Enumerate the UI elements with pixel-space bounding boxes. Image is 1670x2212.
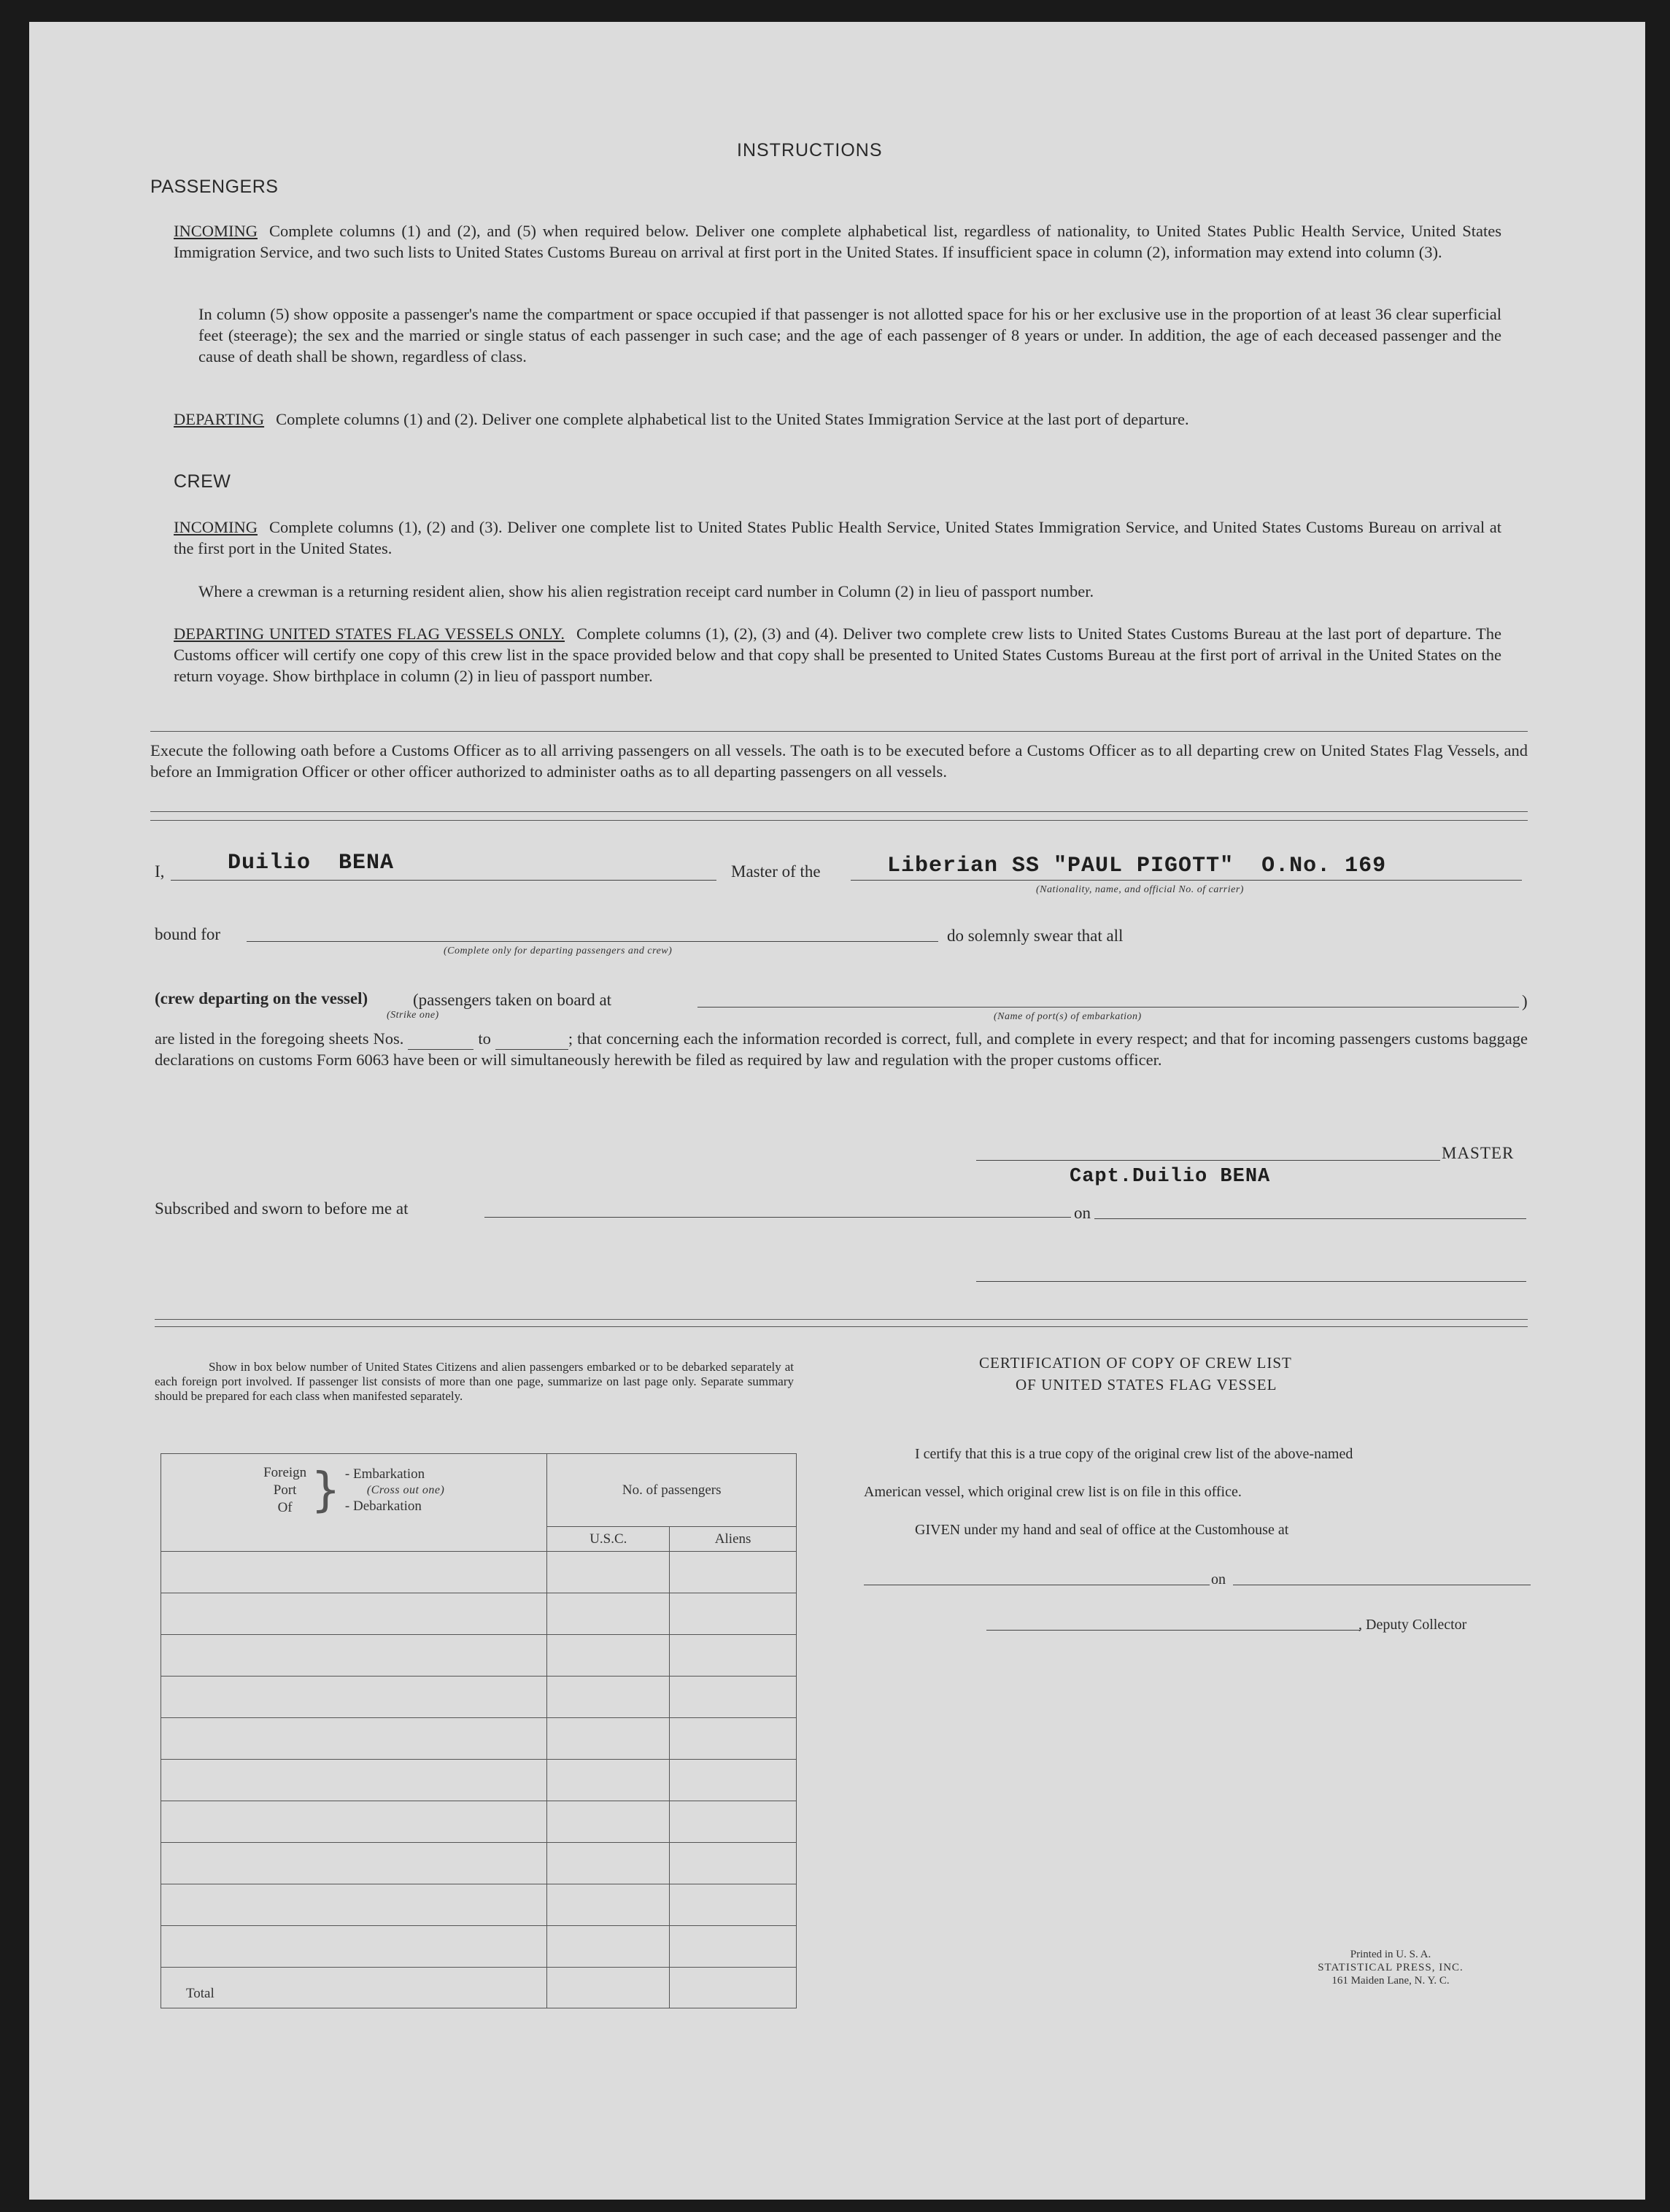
passengers-incoming-text: Complete columns (1) and (2), and (5) when required below. Deliver one complete alphabetical list, regardless of nationality, to United States Public Health Service, United States Immigration Service, and two such lists to United States Customs Bureau on arrival at first port in the United States. If insufficient space in column (2), information may extend into column (3). bbox=[174, 222, 1501, 261]
subscribed-on-label: on bbox=[1074, 1204, 1091, 1222]
port-label: Port bbox=[273, 1482, 297, 1498]
port-cell[interactable] bbox=[161, 1926, 547, 1968]
passenger-summary-table bbox=[161, 1453, 797, 2008]
table-row bbox=[161, 1801, 797, 1843]
port-cell[interactable] bbox=[161, 1635, 547, 1677]
embarkation-option[interactable]: - Embarkation bbox=[344, 1466, 425, 1482]
passengers-departing-lead: DEPARTING bbox=[174, 410, 265, 428]
printer-line-3: 161 Maiden Lane, N. Y. C. bbox=[1331, 1975, 1450, 1987]
sheets-label-3: ; that concerning each the information recorded is correct, full, and complete in every respect; and that for incoming passengers customs baggage declarations on customs Form 6063 have been or will simultaneously herewith be filed as required by law and regulation with the proper customs officer. bbox=[155, 1029, 1528, 1069]
crew-incoming-lead: INCOMING bbox=[174, 518, 258, 536]
usc-cell[interactable] bbox=[547, 1926, 670, 1968]
table-row bbox=[161, 1926, 797, 1968]
printer-line-1: Printed in U. S. A. bbox=[1350, 1949, 1431, 1960]
sheets-label-2: to bbox=[478, 1029, 491, 1048]
deputy-collector-label: , Deputy Collector bbox=[1358, 1617, 1467, 1633]
divider bbox=[155, 1326, 1528, 1327]
aliens-cell[interactable] bbox=[670, 1884, 797, 1926]
divider bbox=[150, 731, 1528, 732]
crew-alien-paragraph: Where a crewman is a returning resident alien, show his alien registration receipt card number in Column (2) in lieu of passport number. bbox=[198, 582, 1094, 600]
subscribed-place-field[interactable] bbox=[484, 1217, 1071, 1218]
aliens-header: Aliens bbox=[670, 1527, 797, 1552]
aliens-cell[interactable] bbox=[670, 1926, 797, 1968]
sheets-from-field[interactable] bbox=[408, 1029, 473, 1050]
table-row bbox=[161, 1884, 797, 1926]
officer-signature-field[interactable] bbox=[976, 1281, 1526, 1282]
subscribed-label: Subscribed and sworn to before me at bbox=[155, 1199, 409, 1218]
usc-cell[interactable] bbox=[547, 1884, 670, 1926]
vessel-field[interactable] bbox=[851, 880, 1522, 881]
sheets-label-1: are listed in the foregoing sheets Nos. bbox=[155, 1029, 404, 1048]
foreign-port-header bbox=[161, 1454, 547, 1552]
aliens-cell[interactable] bbox=[670, 1593, 797, 1635]
crew-departing-lead: DEPARTING UNITED STATES FLAG VESSELS ONLY. bbox=[174, 624, 565, 643]
usc-cell[interactable] bbox=[547, 1552, 670, 1593]
aliens-cell[interactable] bbox=[670, 1843, 797, 1884]
aliens-cell[interactable] bbox=[670, 1801, 797, 1843]
master-signature-value: Capt.Duilio BENA bbox=[1070, 1166, 1271, 1188]
crew-departing-option-text: (crew departing on the vessel) bbox=[155, 989, 368, 1008]
sheets-paragraph bbox=[155, 1029, 1528, 1070]
form-sheet bbox=[29, 22, 1645, 2200]
oath-i-label: I, bbox=[155, 862, 165, 881]
column5-paragraph: In column (5) show opposite a passenger's name the compartment or space occupied if that passenger is not allotted space for his or her exclusive use in the proportion of at least 36 clear superficial feet (steerage); the sex and the married or single status of each passenger in such case; and the age of each passenger of 8 years or under. In addition, the age of each deceased passenger and the cause of death shall be shown, regardless of class. bbox=[198, 305, 1501, 366]
close-paren: ) bbox=[1522, 992, 1528, 1010]
port-cell[interactable] bbox=[161, 1552, 547, 1593]
master-name-field[interactable] bbox=[171, 880, 716, 881]
port-cell[interactable] bbox=[161, 1593, 547, 1635]
of-label: Of bbox=[277, 1500, 293, 1515]
foreign-label: Foreign bbox=[263, 1465, 307, 1480]
certification-text-3: GIVEN under my hand and seal of office at the Customhouse at bbox=[915, 1522, 1289, 1538]
certification-on-label: on bbox=[1211, 1571, 1226, 1588]
usc-cell[interactable] bbox=[547, 1801, 670, 1843]
vessel-caption: (Nationality, name, and official No. of carrier) bbox=[1036, 884, 1244, 895]
oath-instruction: Execute the following oath before a Customs Officer as to all arriving passengers on all vessels. The oath is to be executed before a Customs Officer as to all departing crew on United States Flag Vessels, and before an Immigration Officer or other officer authorized to administer oaths as to all departing passengers on all vessels. bbox=[150, 741, 1528, 781]
passengers-incoming-lead: INCOMING bbox=[174, 222, 258, 240]
master-name-value: Duilio BENA bbox=[228, 851, 395, 875]
subscribed-date-field[interactable] bbox=[1094, 1218, 1526, 1219]
passengers-departing-paragraph bbox=[174, 409, 1501, 430]
usc-cell[interactable] bbox=[547, 1677, 670, 1718]
crew-departing-option[interactable] bbox=[155, 989, 368, 1008]
total-usc-cell[interactable] bbox=[547, 1968, 670, 2008]
total-label: Total bbox=[161, 1968, 547, 2008]
divider bbox=[150, 820, 1528, 821]
brace-icon: } bbox=[311, 1463, 341, 1517]
port-cell[interactable] bbox=[161, 1760, 547, 1801]
certification-title-1: CERTIFICATION OF COPY OF CREW LIST bbox=[979, 1354, 1292, 1372]
certification-text-2: American vessel, which original crew list is on file in this office. bbox=[864, 1484, 1242, 1500]
certification-title-2: OF UNITED STATES FLAG VESSEL bbox=[1016, 1376, 1277, 1393]
passengers-incoming-paragraph bbox=[174, 220, 1501, 263]
passengers-departing-text: Complete columns (1) and (2). Deliver one complete alphabetical list to the United States Immigration Service at the last port of departure. bbox=[276, 410, 1189, 428]
aliens-cell[interactable] bbox=[670, 1677, 797, 1718]
aliens-cell[interactable] bbox=[670, 1760, 797, 1801]
cross-out-caption: (Cross out one) bbox=[366, 1484, 445, 1496]
aliens-cell[interactable] bbox=[670, 1718, 797, 1760]
master-of-label: Master of the bbox=[731, 862, 821, 881]
crew-incoming-paragraph bbox=[174, 517, 1501, 559]
crew-departing-text: Complete columns (1), (2), (3) and (4). Deliver two complete crew lists to United States Customs Bureau at the last port of departure. The Customs officer will certify one copy of this crew list in the space provided below and that copy shall be presented to United States Customs Bureau at the first port of arrival in the United States on the return voyage. Show birthplace in column (2) in lieu of passport number. bbox=[174, 624, 1501, 685]
bound-for-caption: (Complete only for departing passengers and crew) bbox=[444, 945, 673, 956]
port-cell[interactable] bbox=[161, 1884, 547, 1926]
embarkation-ports-field[interactable] bbox=[697, 1007, 1519, 1008]
aliens-cell[interactable] bbox=[670, 1552, 797, 1593]
certification-text-1: I certify that this is a true copy of the original crew list of the above-named bbox=[915, 1446, 1353, 1462]
crew-incoming-text: Complete columns (1), (2) and (3). Deliver one complete list to United States Public Health Service, United States Immigration Service, and United States Customs Bureau on arrival at the first port in the United States. bbox=[174, 518, 1501, 557]
port-cell[interactable] bbox=[161, 1677, 547, 1718]
divider bbox=[155, 1319, 1528, 1320]
debarkation-option[interactable]: - Debarkation bbox=[344, 1498, 422, 1514]
port-cell[interactable] bbox=[161, 1843, 547, 1884]
crew-heading: CREW bbox=[174, 471, 231, 492]
vessel-value: Liberian SS "PAUL PIGOTT" O.No. 169 bbox=[887, 854, 1387, 878]
strike-caption: (Strike one) bbox=[387, 1010, 439, 1021]
port-cell[interactable] bbox=[161, 1801, 547, 1843]
usc-cell[interactable] bbox=[547, 1760, 670, 1801]
ports-caption: (Name of port(s) of embarkation) bbox=[994, 1011, 1142, 1022]
table-row bbox=[161, 1843, 797, 1884]
table-row bbox=[161, 1718, 797, 1760]
divider bbox=[150, 811, 1528, 812]
usc-cell[interactable] bbox=[547, 1635, 670, 1677]
page-title: INSTRUCTIONS bbox=[737, 140, 883, 161]
table-row bbox=[161, 1677, 797, 1718]
aliens-cell[interactable] bbox=[670, 1635, 797, 1677]
sheets-to-field[interactable] bbox=[495, 1029, 568, 1050]
passengers-heading: PASSENGERS bbox=[150, 177, 279, 197]
master-signature-field[interactable] bbox=[976, 1160, 1440, 1161]
table-row bbox=[161, 1760, 797, 1801]
usc-cell[interactable] bbox=[547, 1718, 670, 1760]
usc-cell[interactable] bbox=[547, 1843, 670, 1884]
table-row bbox=[161, 1635, 797, 1677]
deputy-collector-signature-field[interactable] bbox=[986, 1630, 1360, 1631]
port-cell[interactable] bbox=[161, 1718, 547, 1760]
usc-header: U.S.C. bbox=[547, 1527, 670, 1552]
passengers-taken-option[interactable]: (passengers taken on board at bbox=[413, 991, 612, 1009]
total-aliens-cell[interactable] bbox=[670, 1968, 797, 2008]
crew-departing-paragraph bbox=[174, 623, 1501, 687]
bound-for-label: bound for bbox=[155, 925, 221, 943]
bound-for-field[interactable] bbox=[247, 941, 938, 942]
table-row bbox=[161, 1593, 797, 1635]
master-label: MASTER bbox=[1442, 1144, 1515, 1162]
printer-imprint bbox=[1281, 1948, 1500, 1987]
swear-label: do solemnly swear that all bbox=[947, 927, 1124, 945]
usc-cell[interactable] bbox=[547, 1593, 670, 1635]
table-row bbox=[161, 1552, 797, 1593]
summary-instruction: Show in box below number of United States Citizens and alien passengers embarked or to be debarked separately at each foreign port involved. If passenger list consists of more than one page, summarize on last page only. Separate summary should be prepared for each class when manifested separately. bbox=[155, 1360, 794, 1403]
no-passengers-header: No. of passengers bbox=[547, 1454, 797, 1527]
printer-line-2: STATISTICAL PRESS, INC. bbox=[1318, 1962, 1464, 1973]
